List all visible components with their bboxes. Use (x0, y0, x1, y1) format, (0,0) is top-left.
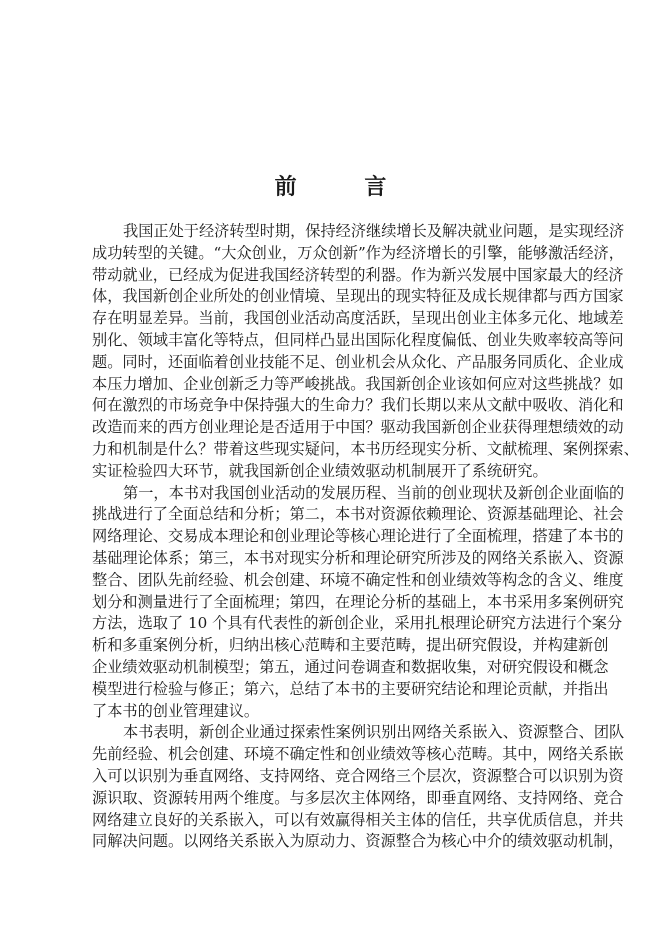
text-line: 基础理论体系；第三，本书对现实分析和理论研究所涉及的网络关系嵌入、资源 (92, 548, 624, 567)
text-line: 网络理论、交易成本理论和创业理论等核心理论进行了全面梳理，搭建了本书的 (92, 527, 624, 546)
text-line: 改造而来的西方创业理论是否适用于中国？驱动我国新创企业获得理想绩效的动 (92, 418, 624, 437)
text-line: 挑战进行了全面总结和分析；第二，本书对资源依赖理论、资源基础理论、社会 (92, 505, 624, 524)
text-line: 网络建立良好的关系嵌入，可以有效赢得相关主体的信任，共享优质信息，并共 (92, 810, 624, 829)
text-line: 源识取、资源转用两个维度。与多层次主体网络，即垂直网络、支持网络、竞合 (92, 788, 624, 807)
text-line: 先前经验、机会创建、环境不确定性和创业绩效等核心范畴。其中，网络关系嵌 (92, 745, 624, 764)
page-title: 前 言 (274, 175, 417, 200)
text-line: 带动就业，已经成为促进我国经济转型的利器。作为新兴发展中国家最大的经济 (92, 265, 624, 284)
text-line: 整合、团队先前经验、机会创建、环境不确定性和创业绩效等构念的含义、维度 (92, 570, 624, 589)
text-line: 我国正处于经济转型时期，保持经济继续增长及解决就业问题，是实现经济 (123, 222, 625, 240)
text-line: 本书表明，新创企业通过探索性案例识别出网络关系嵌入、资源整合、团队 (123, 723, 625, 742)
paragraph (92, 722, 625, 853)
text-line: 体，我国新创企业所处的创业情境、呈现出的现实特征及成长规律都与西方国家 (92, 287, 624, 306)
text-line: 存在明显差异。当前，我国创业活动高度活跃，呈现出创业主体多元化、地域差 (92, 309, 624, 328)
paragraph (92, 483, 625, 723)
text-line: 了本书的创业管理建议。 (92, 701, 260, 720)
text-line: 模型进行检验与修正；第六，总结了本书的主要研究结论和理论贡献，并指出 (92, 679, 609, 698)
paragraph (92, 221, 639, 483)
text-line: 实证检验四大环节，就我国新创企业绩效驱动机制展开了系统研究。 (92, 461, 548, 480)
text-line: 成功转型的关键。“大众创业，万众创新”作为经济增长的引擎，能够激活经济， (92, 243, 624, 262)
text-line: 企业绩效驱动机制模型；第五，通过问卷调查和数据收集，对研究假设和概念 (92, 657, 609, 676)
text-line: 别化、领域丰富化等特点，但同样凸显出国际化程度偏低、创业失败率较高等问 (92, 330, 624, 349)
preface-body (92, 221, 639, 853)
text-line: 力和机制是什么？带着这些现实疑问，本书历经现实分析、文献梳理、案例探索、 (92, 439, 639, 458)
text-line: 析和多重案例分析，归纳出核心范畴和主要范畴，提出研究假设，并构建新创 (92, 636, 609, 655)
text-line: 何在激烈的市场竞争中保持强大的生命力？我们长期以来从文献中吸收、消化和 (92, 396, 624, 415)
text-line: 入可以识别为垂直网络、支持网络、竞合网络三个层次，资源整合可以识别为资 (92, 766, 624, 785)
text-line: 本压力增加、企业创新乏力等严峻挑战。我国新创企业该如何应对这些挑战？如 (92, 374, 624, 393)
text-line: 第一，本书对我国创业活动的发展历程、当前的创业现状及新创企业面临的 (123, 483, 625, 502)
text-line: 题。同时，还面临着创业技能不足、创业机会从众化、产品服务同质化、企业成 (92, 352, 624, 371)
text-line: 同解决问题。以网络关系嵌入为原动力、资源整合为核心中介的绩效驱动机制， (92, 832, 624, 851)
text-line: 方法，选取了 10 个具有代表性的新创企业，采用扎根理论研究方法进行个案分 (92, 614, 623, 633)
text-line: 划分和测量进行了全面梳理；第四，在理论分析的基础上，本书采用多案例研究 (92, 592, 624, 611)
